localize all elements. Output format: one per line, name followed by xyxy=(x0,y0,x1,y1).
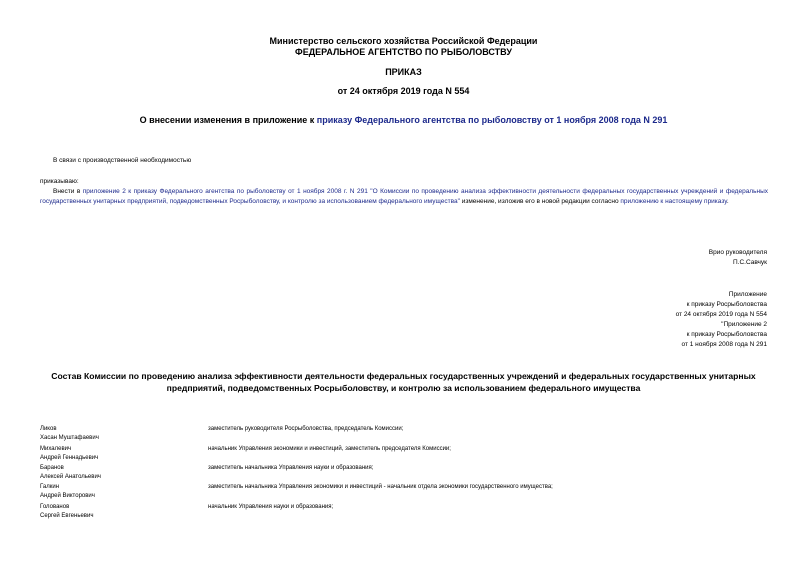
member-role: заместитель начальника Управления науки и образования; xyxy=(208,465,374,471)
member-surname: Ликов xyxy=(40,426,57,432)
composition-title xyxy=(30,370,777,394)
appendix-line: Приложение xyxy=(728,291,767,298)
member-given-name: Хасан Муштафаевич xyxy=(40,435,99,441)
order-291-link[interactable]: приказу Федерального агентства по рыболовству от 1 ноября 2008 года N 291 xyxy=(316,115,668,125)
appendix-line: от 1 ноября 2008 года N 291 xyxy=(681,341,767,348)
paragraph-start: Внести в xyxy=(53,188,83,195)
member-surname: Баранов xyxy=(40,465,64,471)
member-given-name: Андрей Викторович xyxy=(40,493,95,499)
appendix-2-link[interactable]: приложение 2 к приказу Федерального агентства по рыболовству от 1 ноября 2008 г. N 291 "О Комиссии по проведению анализа эффективности деятельности федеральных государственных учреждений и федеральных государственных унитарных предприятий, подведомственных Росрыболовству, и контролю за использованием федерального имущества" xyxy=(40,188,768,205)
member-role: начальник Управления науки и образования; xyxy=(208,504,334,510)
agency-title: ФЕДЕРАЛЬНОЕ АГЕНТСТВО ПО РЫБОЛОВСТВУ xyxy=(295,47,512,57)
composition-title-line: предприятий, подведомственных Росрыболовству, и контролю за использованием федерального имущества xyxy=(166,383,641,393)
member-surname: Михалевич xyxy=(40,446,72,452)
signature-name: П.С.Савчук xyxy=(732,259,767,266)
member-role: заместитель начальника Управления экономики и инвестиций - начальник отдела экономики государственного имущества; xyxy=(208,484,553,490)
ministry-title: Министерство сельского хозяйства Российской Федерации xyxy=(269,36,538,46)
member-surname: Галкин xyxy=(40,484,60,490)
doc-date: от 24 октября 2019 года N 554 xyxy=(337,86,470,96)
doc-title xyxy=(0,115,807,126)
composition-title-line: Состав Комиссии по проведению анализа эффективности деятельности федеральных государственных учреждений и федеральных государственных унитарных xyxy=(51,371,756,381)
doc-type: ПРИКАЗ xyxy=(385,67,422,77)
appendix-line: от 24 октября 2019 года N 554 xyxy=(675,311,767,318)
member-given-name: Сергей Евгеньевич xyxy=(40,513,94,519)
paragraph-mid: изменение, изложив его в новой редакции согласно xyxy=(459,198,621,205)
doc-title-prefix: О внесении изменения в приложение к xyxy=(139,115,317,125)
signature-position: Врио руководителя xyxy=(708,249,767,256)
member-given-name: Алексей Анатольевич xyxy=(40,474,101,480)
order-word: приказываю: xyxy=(40,178,79,185)
member-role: начальник Управления экономики и инвестиций, заместитель председателя Комиссии; xyxy=(208,446,451,452)
appendix-line: "Приложение 2 xyxy=(721,321,767,328)
appendix-line: к приказу Росрыболовства xyxy=(686,331,767,338)
member-given-name: Андрей Геннадьевич xyxy=(40,455,99,461)
paragraph-end: . xyxy=(726,198,729,205)
member-role: заместитель руководителя Росрыболовства, председатель Комиссии; xyxy=(208,426,404,432)
member-surname: Голованов xyxy=(40,504,70,510)
appendix-line: к приказу Росрыболовства xyxy=(686,301,767,308)
order-paragraph xyxy=(40,187,768,207)
preamble: В связи с производственной необходимостью xyxy=(53,157,192,164)
appendix-block xyxy=(676,290,767,350)
appendix-link[interactable]: приложению к настоящему приказу xyxy=(620,198,727,205)
